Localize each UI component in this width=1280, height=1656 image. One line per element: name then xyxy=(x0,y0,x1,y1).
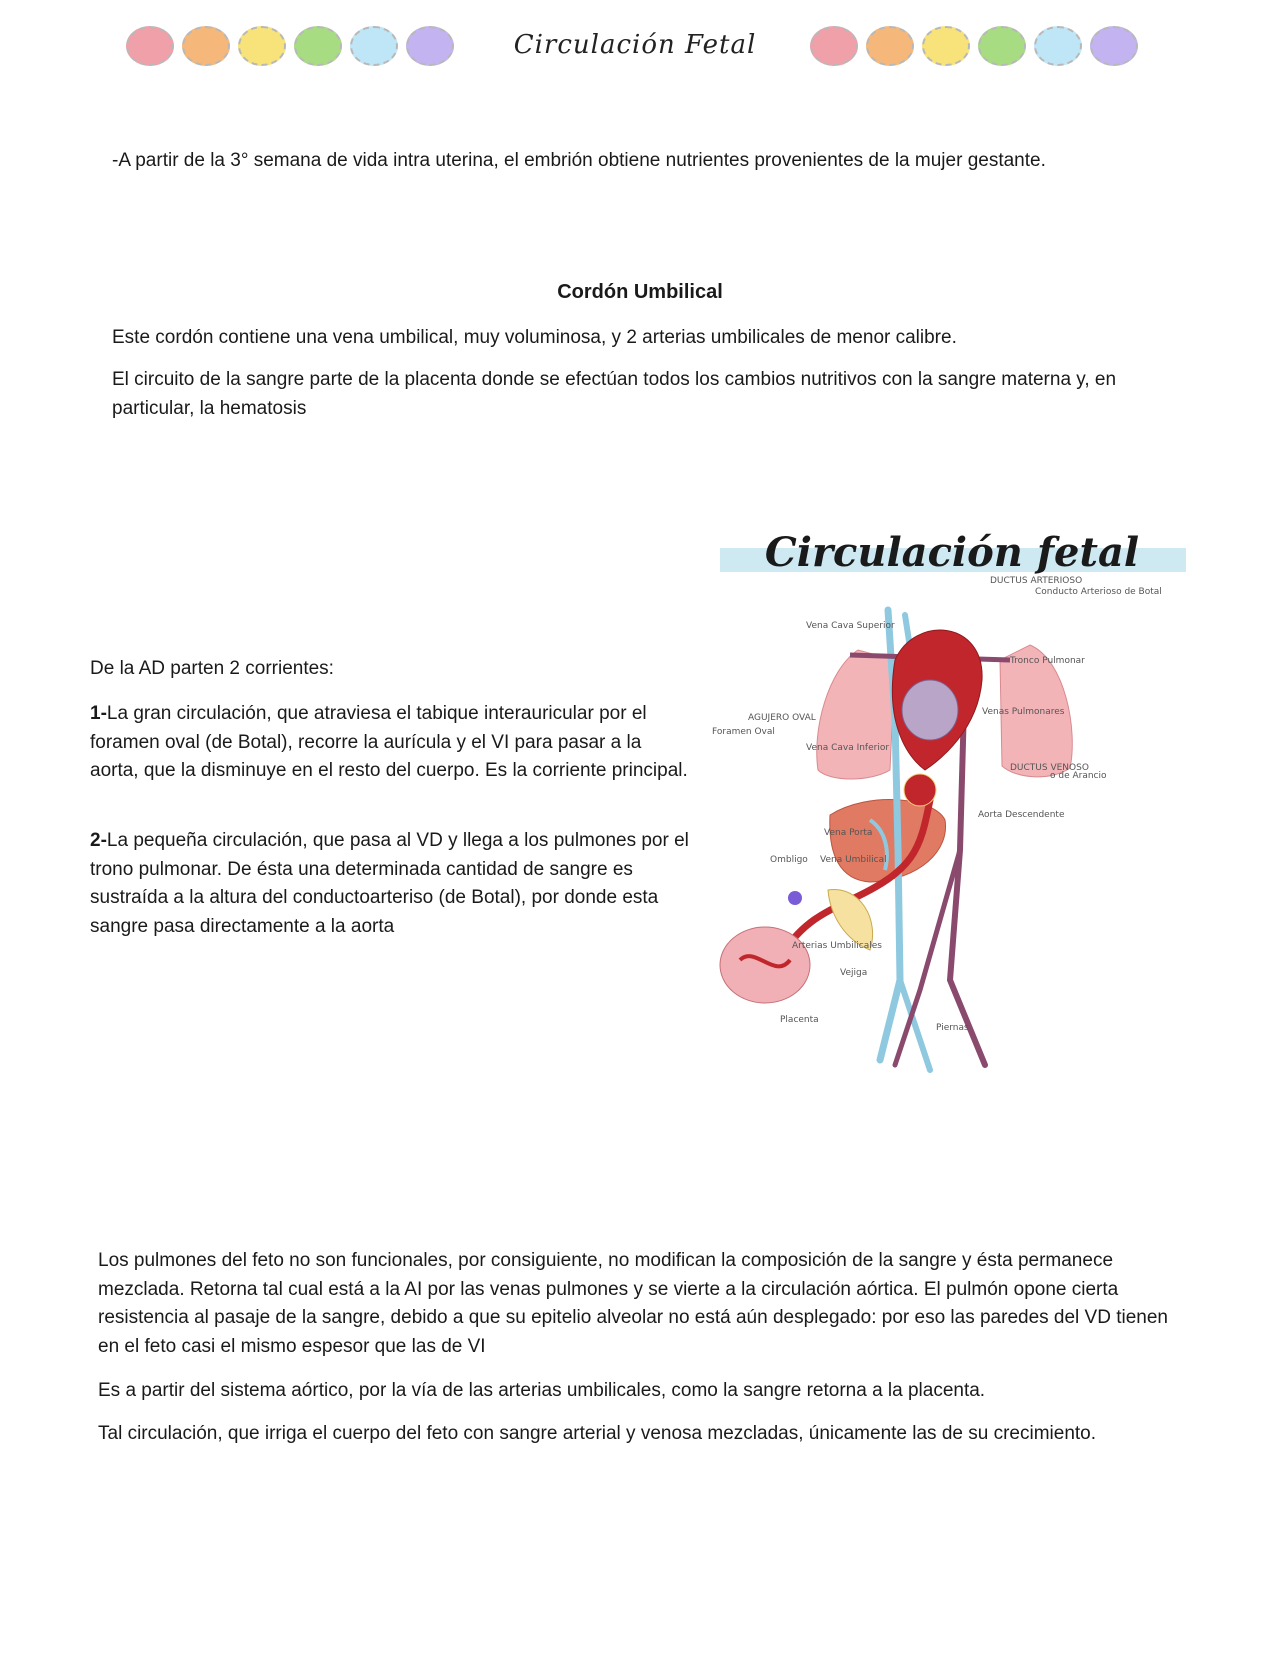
decorative-dot xyxy=(978,26,1026,66)
label-arterias-umbilicales: Arterias Umbilicales xyxy=(792,941,882,951)
corriente-item-2 xyxy=(90,827,690,941)
closing-paragraph-3: Tal circulación, que irriga el cuerpo del feto con sangre arterial y venosa mezcladas, únicamente las de su crecimiento. xyxy=(98,1423,1097,1444)
ombligo-marker xyxy=(788,891,802,905)
label-vena-cava-inferior: Vena Cava Inferior xyxy=(806,743,890,753)
label-ductus-venoso-note: o de Arancio xyxy=(1050,771,1107,781)
section-heading-cordon: Cordón Umbilical xyxy=(557,281,723,303)
closing-paragraph-1: Los pulmones del feto no son funcionales, por consiguiente, no modifican la composición de la sangre y ésta permanece mezclada. Retorna tal cual está a la AI por las venas pulmones y se vierte a la circulación aórtica. El pulmón opone cierta resistencia al pasaje de la sangre, debido a que su epitelio alveolar no está aún desplegado: por eso las paredes del VD tienen en el feto casi el mismo espesor que las de VI xyxy=(98,1250,1169,1357)
label-vena-porta: Vena Porta xyxy=(824,828,873,838)
item-number: 2- xyxy=(90,830,107,851)
label-agujero-oval: AGUJERO OVAL xyxy=(748,713,816,723)
label-ductus-arterioso-note: Conducto Arterioso de Botal xyxy=(1035,587,1162,597)
placenta xyxy=(720,927,810,1003)
ductus-venoso xyxy=(904,774,936,806)
decorative-dot xyxy=(1090,26,1138,66)
page-header xyxy=(0,20,1280,80)
label-placenta: Placenta xyxy=(780,1015,819,1025)
corrientes-intro: De la AD parten 2 corrientes: xyxy=(90,658,334,679)
figure-title: Circulación fetal xyxy=(764,529,1140,576)
label-aorta-descendente: Aorta Descendente xyxy=(978,810,1065,820)
label-foramen-oval: Foramen Oval xyxy=(712,727,775,737)
cordon-paragraph-1: Este cordón contiene una vena umbilical, muy voluminosa, y 2 arterias umbilicales de menor calibre. xyxy=(112,327,957,348)
header-title: Circulación Fetal xyxy=(513,30,757,60)
decorative-dot xyxy=(922,26,970,66)
decorative-dot xyxy=(406,26,454,66)
label-ductus-arterioso: DUCTUS ARTERIOSO xyxy=(990,576,1083,586)
corriente-item-1 xyxy=(90,700,690,786)
decorative-dot xyxy=(294,26,342,66)
heart-chamber xyxy=(902,680,958,740)
intro-paragraph: -A partir de la 3° semana de vida intra uterina, el embrión obtiene nutrientes provenientes de la mujer gestante. xyxy=(112,150,1046,171)
item-number: 1- xyxy=(90,703,107,724)
fetal-circulation-illustration xyxy=(712,520,1190,1110)
leg-vein xyxy=(900,980,930,1070)
decorative-dot xyxy=(1034,26,1082,66)
label-vejiga: Vejiga xyxy=(840,968,868,978)
decorative-dot xyxy=(810,26,858,66)
cordon-paragraph-2: El circuito de la sangre parte de la placenta donde se efectúan todos los cambios nutritivos con la sangre materna y, en particular, la hematosis xyxy=(112,369,1117,419)
decorative-dot xyxy=(182,26,230,66)
decorative-dot xyxy=(238,26,286,66)
label-venas-pulmonares: Venas Pulmonares xyxy=(982,707,1065,717)
left-lung xyxy=(817,650,895,779)
label-tronco-pulmonar: Tronco Pulmonar xyxy=(1010,656,1085,666)
label-vena-umbilical: Vena Umbilical xyxy=(820,855,887,865)
label-piernas: Piernas xyxy=(936,1023,969,1033)
label-ductus-venoso: DUCTUS VENOSO xyxy=(1010,763,1089,773)
decorative-dot xyxy=(866,26,914,66)
item-text: La gran circulación, que atraviesa el tabique interauricular por el foramen oval (de Botal), recorre la aurícula y el VI para pasar a la aorta, que la disminuye en el resto del cuerpo. Es la corriente principal. xyxy=(90,703,688,781)
decorative-dot xyxy=(350,26,398,66)
label-ombligo: Ombligo xyxy=(770,855,808,865)
decorative-dot xyxy=(126,26,174,66)
closing-paragraph-2: Es a partir del sistema aórtico, por la vía de las arterias umbilicales, como la sangre retorna a la placenta. xyxy=(98,1380,986,1401)
label-vena-cava-superior: Vena Cava Superior xyxy=(806,621,895,631)
item-text: La pequeña circulación, que pasa al VD y llega a los pulmones por el trono pulmonar. De ésta una determinada cantidad de sangre es sustraída a la altura del conductoarteriso (de Botal), por donde esta sangre pasa directamente a la aorta xyxy=(90,830,689,937)
